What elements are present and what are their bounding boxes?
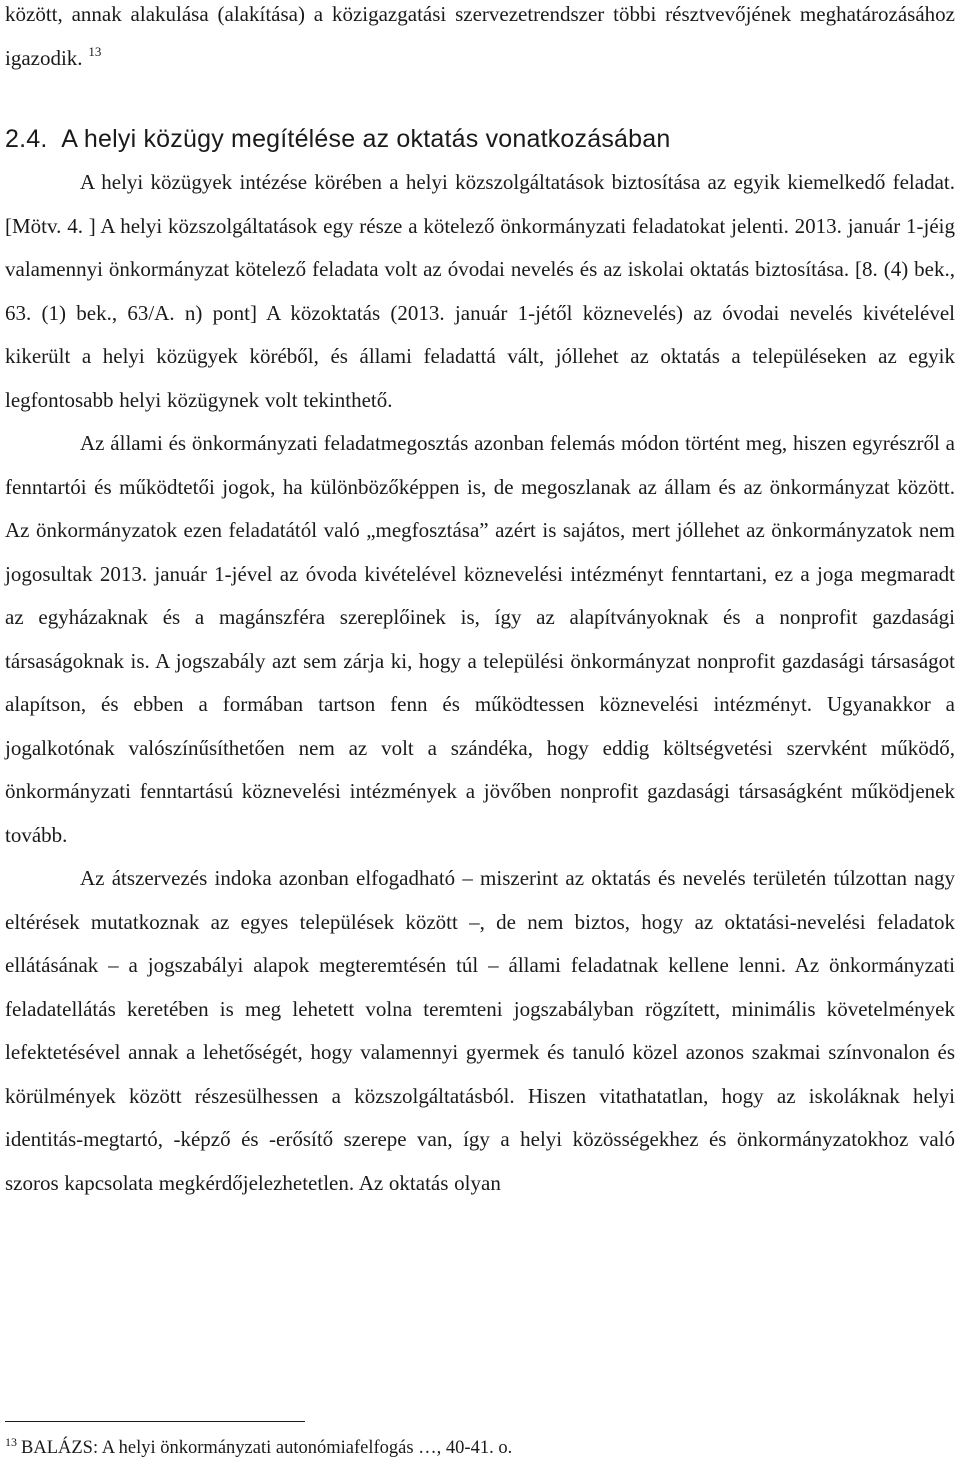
footnote-reference[interactable]: 13 (88, 43, 102, 59)
section-title: A helyi közügy megítélése az oktatás vonatkozásában (61, 125, 671, 153)
footnote-separator (5, 1421, 305, 1422)
footnote-number: 13 (5, 1435, 17, 1449)
section-heading (5, 119, 955, 159)
intro-paragraph (5, 0, 955, 80)
footnote (5, 1436, 955, 1460)
paragraph-2: Az állami és önkormányzati feladatmegosztás azonban felemás módon történt meg, hiszen egyrészről a fenntartói és működtetői jogok, ha különbözőképpen is, de megoszlanak az állam és az önkormányzat között. Az önkormányzatok ezen feladatától való „megfosztása” azért is sajátos, mert jóllehet az önkormányzatok nem jogosultak 2013. január 1-jével az óvoda kivételével köznevelési intézményt fenntartani, ez a joga megmaradt az egyházaknak és a magánszféra szereplőinek is, így az alapítványoknak és a nonprofit gazdasági társaságoknak is. A jogszabály azt sem zárja ki, hogy a települési önkormányzat nonprofit gazdasági társaságot alapítson, és ebben a formában tartson fenn és működtessen köznevelési intézményt. Ugyanakkor a jogalkotónak valószínűsíthetően nem az volt a szándéka, hogy eddig költségvetési szervként működő, önkormányzati fenntartású köznevelési intézmények a jövőben nonprofit gazdasági társaságként működjenek tovább. (5, 431, 955, 847)
paragraph-3: Az átszervezés indoka azonban elfogadható – miszerint az oktatás és nevelés területén túlzottan nagy eltérések mutatkoznak az egyes települések között –, de nem biztos, hogy az oktatási-nevelési feladatok ellátásának – a jogszabályi alapok megteremtésén túl – állami feladatnak kellene lenni. Az önkormányzati feladatellátás keretében is meg lehetett volna teremteni jogszabályban rögzített, minimális követelmények lefektetésével annak a lehetőségét, hogy valamennyi gyermek és tanuló közel azonos szakmai színvonalon és körülmények között részesülhessen a közszolgáltatásból. Hiszen vitathatatlan, hogy az iskoláknak helyi identitás-megtartó, -képző és -erősítő szerepe van, így a helyi közösségekhez és önkormányzatokhoz való szoros kapcsolata megkérdőjelezhetetlen. Az oktatás olyan (5, 866, 955, 1195)
intro-text: között, annak alakulása (alakítása) a közigazgatási szervezetrendszer többi résztvevőjének meghatározásához igazodik. (5, 2, 955, 70)
paragraph-1: A helyi közügyek intézése körében a helyi közszolgáltatások biztosítása az egyik kiemelkedő feladat. [Mötv. 4. ] A helyi közszolgáltatások egy része a kötelező önkormányzati feladatokat jelenti. 2013. január 1-jéig valamennyi önkormányzat kötelező feladata volt az óvodai nevelés és az iskolai oktatás biztosítása. [8. (4) bek., 63. (1) bek., 63/A. n) pont] A közoktatás (2013. január 1-jétől köznevelés) az óvodai nevelés kivételével kikerült a helyi közügyek köréből, és állami feladattá vált, jóllehet az oktatás a településeken az egyik legfontosabb helyi közügynek volt tekinthető. (5, 170, 955, 412)
section-number: 2.4. (5, 125, 48, 153)
footnote-text: BALÁZS: A helyi önkormányzati autonómiafelfogás …, 40-41. o. (21, 1438, 513, 1458)
document-page (5, 0, 955, 1205)
